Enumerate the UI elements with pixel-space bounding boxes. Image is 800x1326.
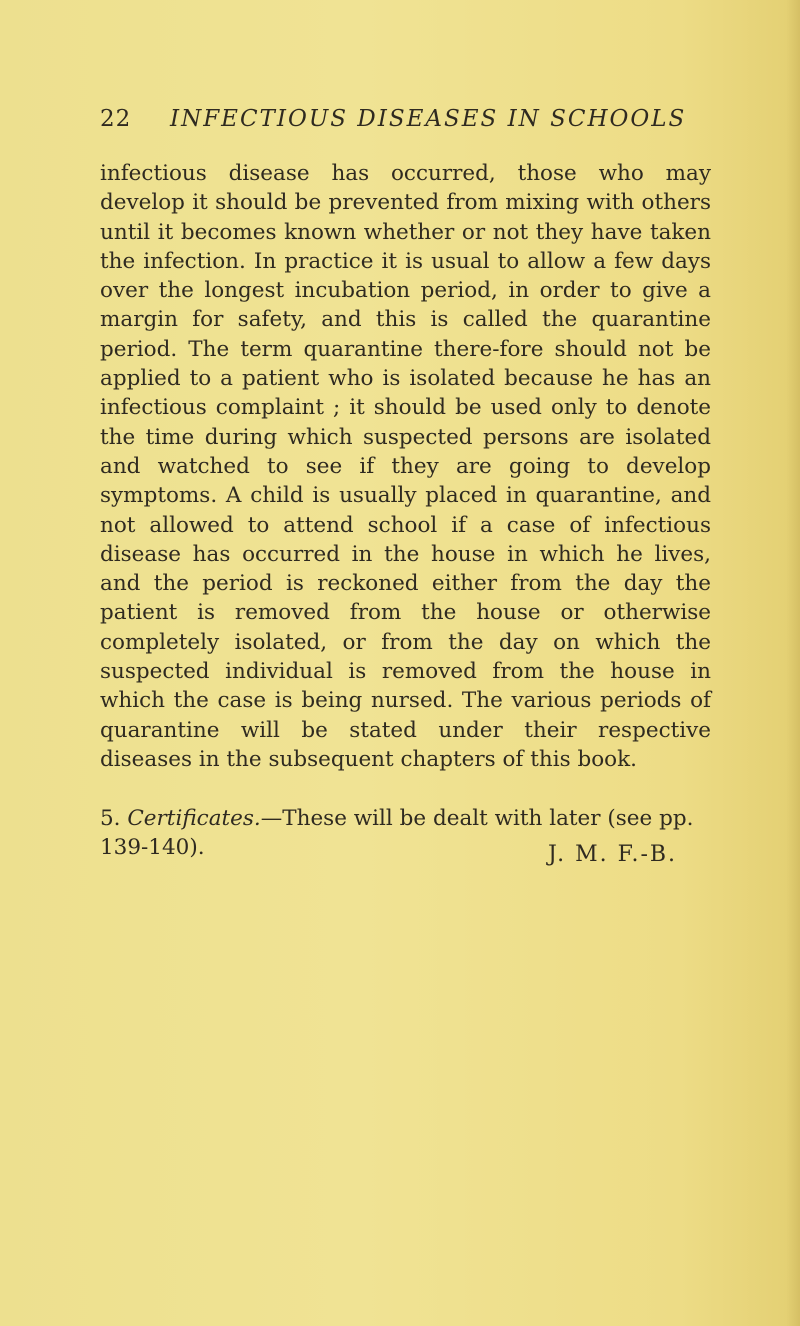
body-paragraph: infectious disease has occurred, those who may develop it should be prevented from mixing with others until it becomes known whether or not they have taken the infection. In practice it is usual to allow a few days over the longest incubation period, in order to give a margin for safety, and this is called the quarantine period. The term quarantine there-fore should not be applied to a patient who is isolated because he has an infectious complaint ; it should be used only to denote the time during which suspected persons are isolated and watched to see if they are going to develop symptoms. A child is usually placed in quarantine, and not allowed to attend school if a case of infectious disease has occurred in the house in which he lives, and the period is reckoned either from the day the patient is removed from the house or otherwise completely isolated, or from the day on which the suspected individual is removed from the house in which the case is being nursed. The various periods of quarantine will be stated under their respective diseases in the subsequent chapters of this book. xyxy=(100,161,711,772)
main-text xyxy=(100,159,711,774)
page-edge-shadow xyxy=(786,0,800,1326)
running-head: INFECTIOUS DISEASES IN SCHOOLS xyxy=(170,106,687,132)
section-text: —These will be dealt with later (see pp. 139-140). xyxy=(100,806,694,861)
author-signature: J. M. F.-B. xyxy=(548,842,678,867)
page-number: 22 xyxy=(100,106,132,132)
section-number: 5. xyxy=(100,806,121,831)
section-title: Certificates. xyxy=(127,806,261,831)
